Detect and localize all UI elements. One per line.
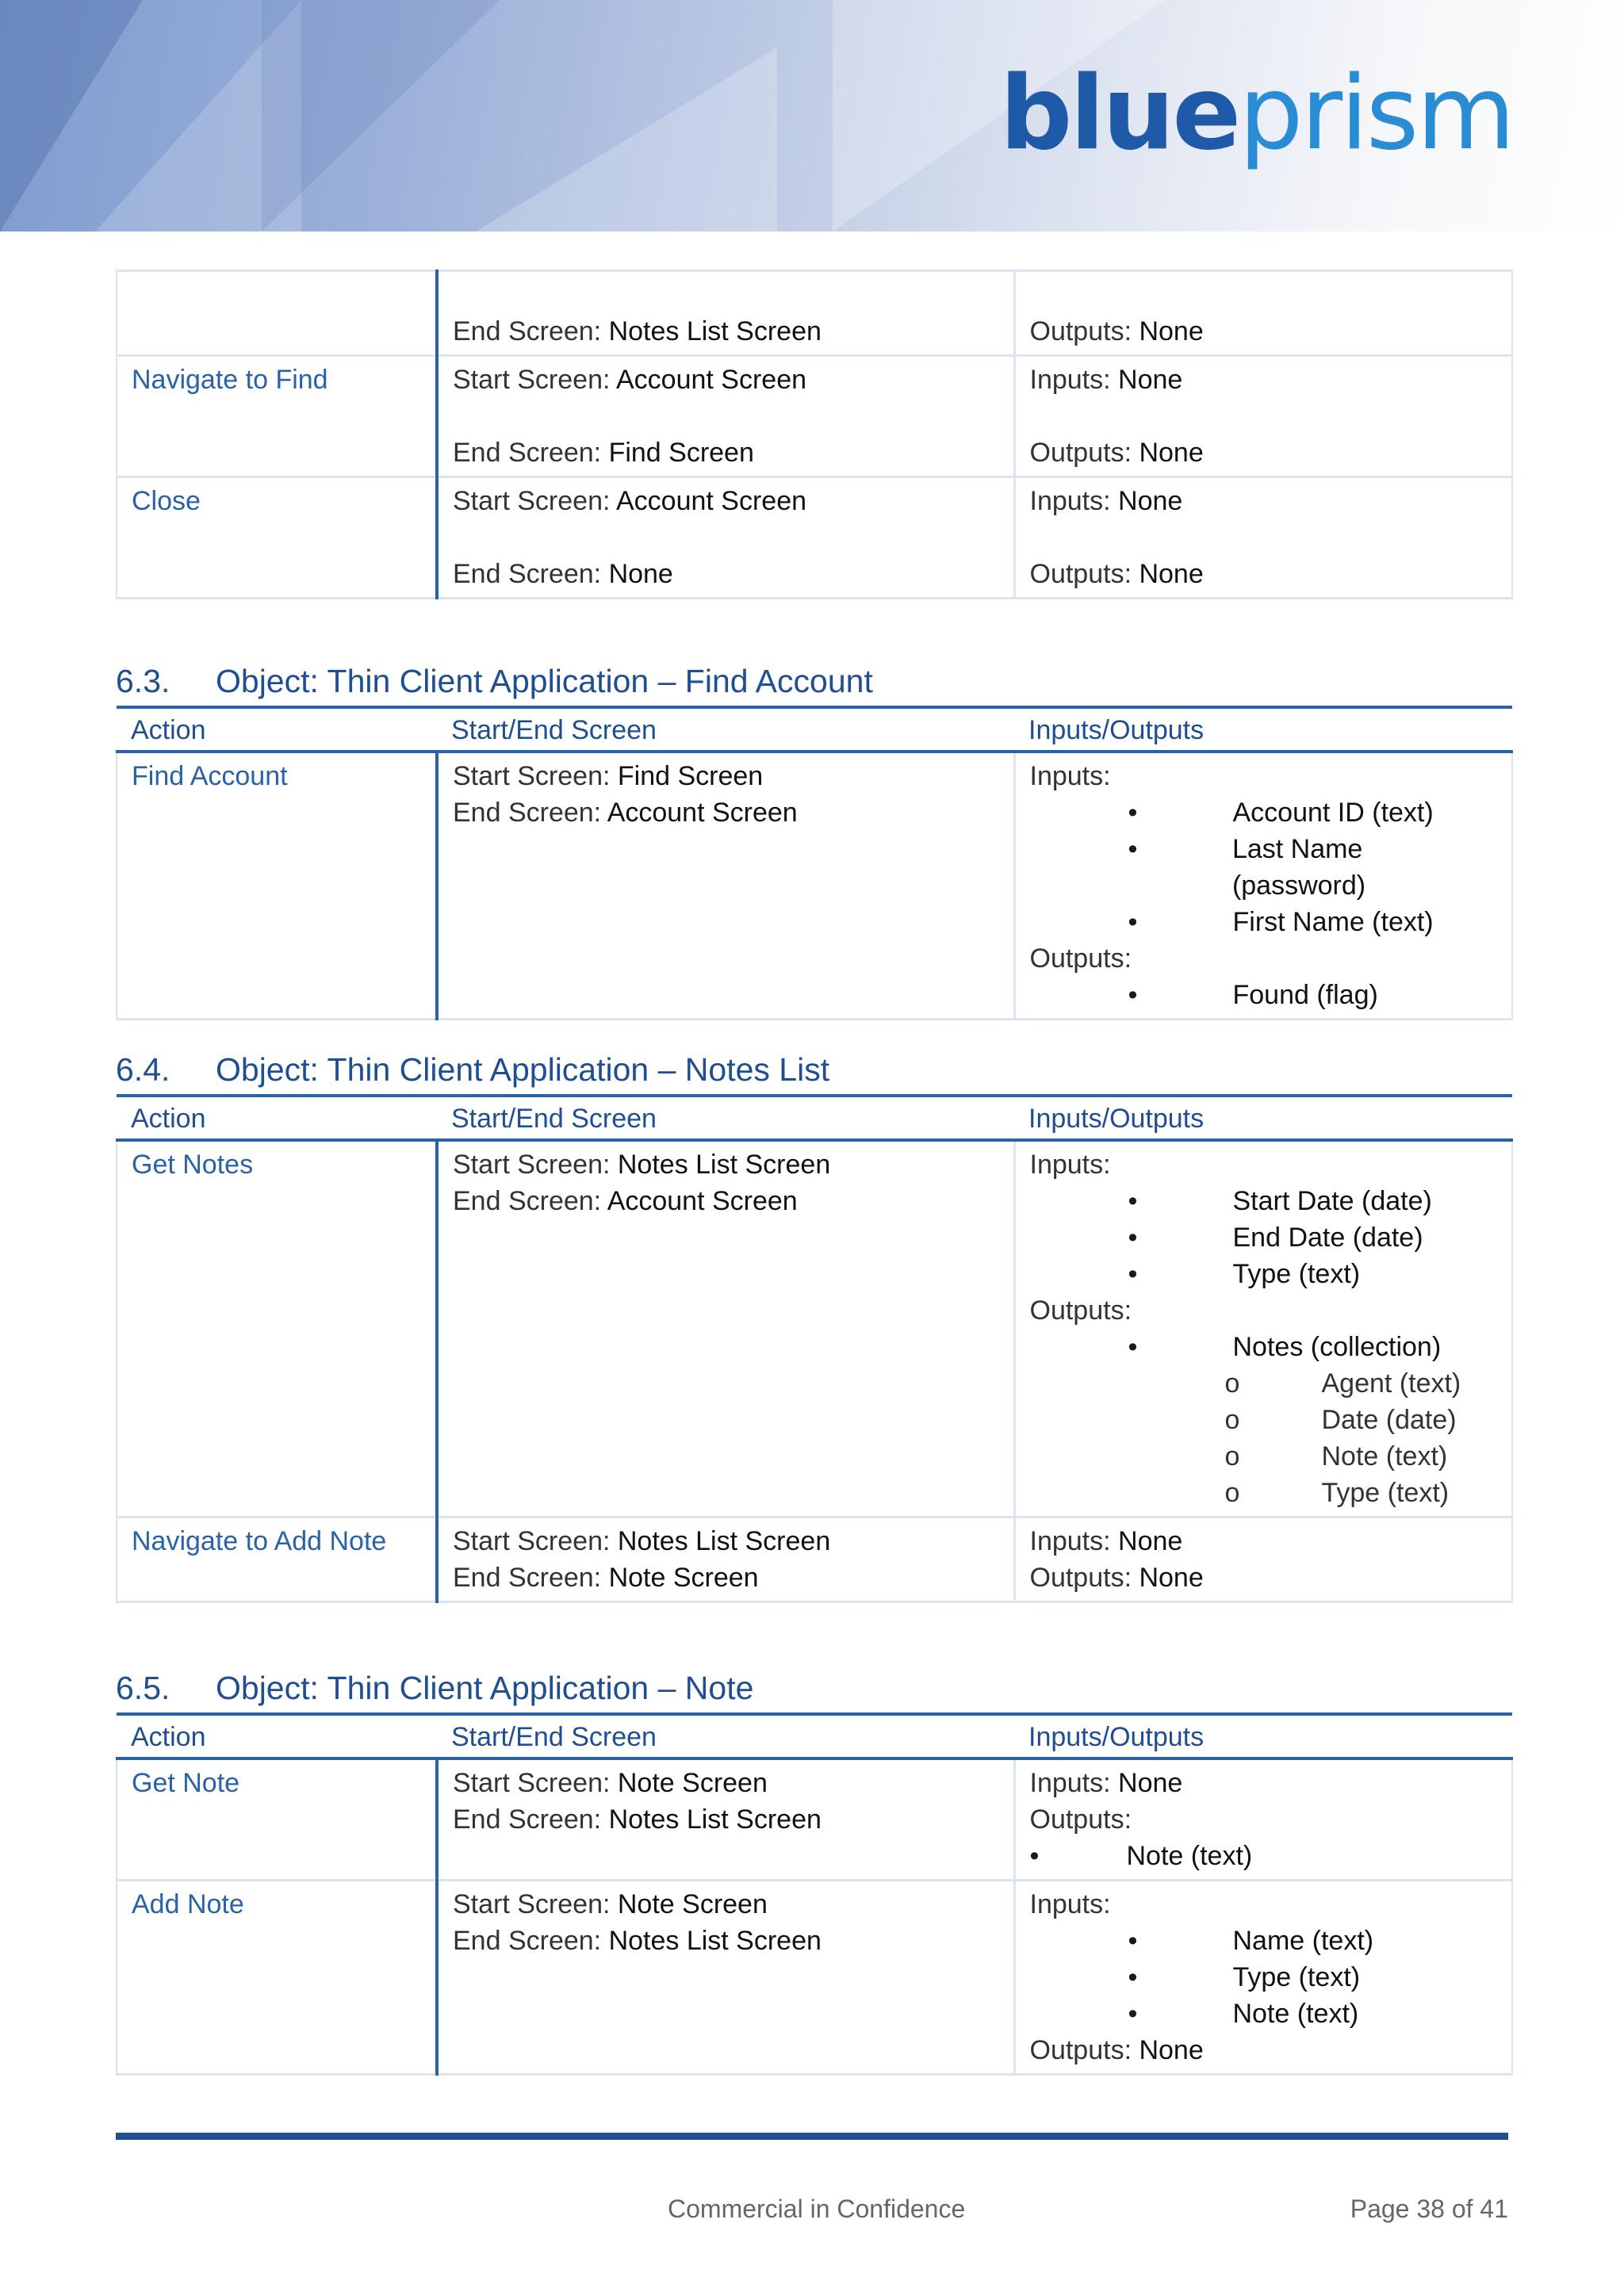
io-cell: Inputs: None Outputs: None: [1014, 477, 1512, 599]
column-header-action: Action: [117, 1714, 437, 1758]
io-cell: Inputs: • Account ID (text) • Last Name (password) • First Name (text) Outputs: • Found (flag): [1014, 752, 1512, 1020]
find-account-table: [116, 706, 1513, 1020]
column-header-screen: Start/End Screen: [437, 1096, 1014, 1140]
table-row: [117, 271, 1512, 356]
list-item: • First Name (text): [1128, 907, 1434, 937]
section-heading-6-3: 6.3. Object: Thin Client Application – Find Account: [116, 663, 873, 699]
action-cell: [117, 271, 437, 356]
section-heading-6-5: 6.5. Object: Thin Client Application – Note: [116, 1670, 754, 1706]
list-item: • Found (flag): [1128, 980, 1378, 1010]
column-header-screen: Start/End Screen: [437, 707, 1014, 752]
list-item: • Notes (collection): [1128, 1332, 1442, 1362]
page-number: Page 38 of 41: [1350, 2195, 1508, 2223]
table-row: [117, 1517, 1512, 1602]
screen-cell: Start Screen: Notes List Screen End Screen: Note Screen: [437, 1517, 1014, 1602]
list-item: o Date (date): [1224, 1405, 1457, 1435]
note-table: [116, 1712, 1513, 2076]
list-item: • Note (text): [1029, 1841, 1253, 1871]
column-header-io: Inputs/Outputs: [1014, 707, 1512, 752]
continued-actions-table: [116, 270, 1513, 599]
column-header-io: Inputs/Outputs: [1014, 1714, 1512, 1758]
io-cell: Inputs: None Outputs: • Note (text): [1014, 1758, 1512, 1881]
screen-cell: Start Screen: Notes List Screen End Screen: Account Screen: [437, 1140, 1014, 1517]
table-row: [117, 752, 1512, 1020]
list-item: • Type (text): [1128, 1259, 1361, 1289]
table-row: [117, 1881, 1512, 2075]
screen-cell: Start Screen: Note Screen End Screen: Notes List Screen: [437, 1881, 1014, 2075]
io-cell: Inputs: • Start Date (date) • End Date (date) • Type (text) Outputs: • Notes (collection) o Agent (text) o Date (date) o Note (text) o Type (text): [1014, 1140, 1512, 1517]
table-row: [117, 356, 1512, 477]
footer-rule: [116, 2133, 1508, 2140]
section-heading-6-4: 6.4. Object: Thin Client Application – Notes List: [116, 1051, 830, 1088]
io-cell: Inputs: • Name (text) • Type (text) • Note (text) Outputs: None: [1014, 1881, 1512, 2075]
io-cell: Inputs: None Outputs: None: [1014, 356, 1512, 477]
table-row: [117, 477, 1512, 599]
action-name: Get Note: [117, 1758, 437, 1881]
action-name: Find Account: [117, 752, 437, 1020]
io-cell: Inputs: None Outputs: None: [1014, 1517, 1512, 1602]
list-item: o Type (text): [1224, 1478, 1450, 1508]
table-row: [117, 1758, 1512, 1881]
action-name: Navigate to Add Note: [117, 1517, 437, 1602]
confidentiality-notice: Commercial in Confidence: [668, 2195, 966, 2223]
action-name: Close: [117, 477, 437, 599]
notes-list-table: [116, 1094, 1513, 1603]
column-header-action: Action: [117, 1096, 437, 1140]
screen-cell: End Screen: Notes List Screen: [437, 271, 1014, 356]
list-item: o Note (text): [1224, 1441, 1448, 1471]
action-name: Add Note: [117, 1881, 437, 2075]
list-item: • End Date (date): [1128, 1223, 1423, 1253]
column-header-action: Action: [117, 707, 437, 752]
list-item: • Name (text): [1128, 1926, 1374, 1956]
blueprism-logo: blueprism: [999, 55, 1513, 173]
io-cell: Outputs: None: [1014, 271, 1512, 356]
column-header-io: Inputs/Outputs: [1014, 1096, 1512, 1140]
action-name: Get Notes: [117, 1140, 437, 1517]
list-item: o Agent (text): [1224, 1368, 1461, 1399]
screen-cell: Start Screen: Account Screen End Screen: None: [437, 477, 1014, 599]
screen-cell: Start Screen: Find Screen End Screen: Account Screen: [437, 752, 1014, 1020]
table-row: [117, 1140, 1512, 1517]
list-item: • Start Date (date): [1128, 1186, 1432, 1216]
list-item: • Last Name (password): [1128, 834, 1366, 901]
column-header-screen: Start/End Screen: [437, 1714, 1014, 1758]
list-item: • Account ID (text): [1128, 798, 1434, 828]
action-name: Navigate to Find: [117, 356, 437, 477]
screen-cell: Start Screen: Account Screen End Screen: Find Screen: [437, 356, 1014, 477]
list-item: • Type (text): [1128, 1962, 1361, 1992]
list-item: • Note (text): [1128, 1999, 1359, 2029]
header-banner: [0, 0, 1624, 232]
screen-cell: Start Screen: Note Screen End Screen: Notes List Screen: [437, 1758, 1014, 1881]
